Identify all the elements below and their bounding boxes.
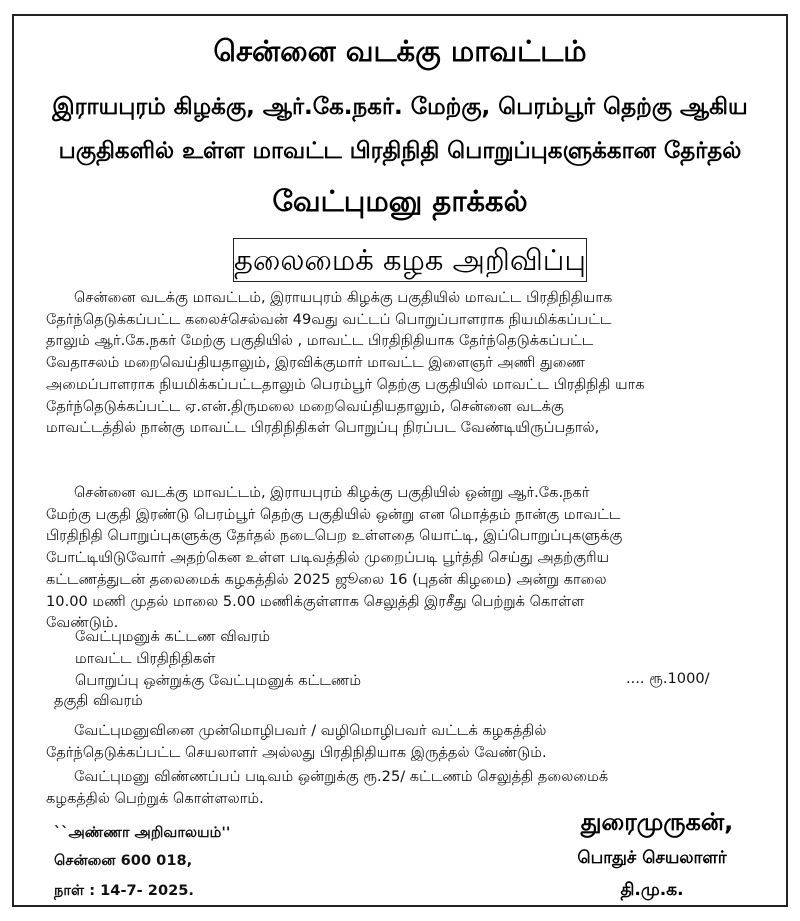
text-line: பிரதிநிதி பொறுப்புகளுக்கு தேர்தல் நடைபெற உள்ளதை யொட்டி, இப்பொறுப்புகளுக்கு bbox=[46, 527, 623, 545]
address-building: ``அண்ணா அறிவாலயம்'' bbox=[54, 824, 231, 841]
text-line: வேட்புமனுவினை முன்மொழிபவர் / வழிமொழிபவர் வட்டக் கழகத்தில் bbox=[74, 722, 547, 739]
fee-heading: வேட்புமனுக் கட்டண விவரம் bbox=[75, 628, 271, 645]
text-line: போட்டியிடுவோர் அதற்கென உள்ள படிவத்தில் முறைப்படி பூர்த்தி செய்து அதற்குரிய bbox=[46, 549, 610, 567]
text-line: கட்டணத்துடன் தலைமைக் கழகத்தில் 2025 ஜூலை 16 (புதன் கிழமை) அன்று காலை bbox=[46, 570, 607, 588]
party-name: தி.மு.க. bbox=[620, 880, 684, 900]
election-line: பகுதிகளில் உள்ள மாவட்ட பிரதிநிதி பொறுப்புகளுக்கான தேர்தல் bbox=[58, 138, 742, 164]
text-line: 10.00 மணி முதல் மாலை 5.00 மணிக்குள்ளாக செலுத்தி இரசீது பெற்றுக் கொள்ள bbox=[46, 592, 585, 610]
text-line: கழகத்தில் பெற்றுக் கொள்ளலாம். bbox=[46, 789, 264, 807]
areas-line: இராயபுரம் கிழக்கு, ஆர்.கே.நகர். மேற்கு, பெரம்பூர் தெற்கு ஆகிய bbox=[52, 94, 748, 120]
address-city: சென்னை 600 018, bbox=[54, 852, 193, 869]
text-line: தேர்ந்தெடுக்கப்பட்ட கலைச்செல்வன் 49வது வட்டப் பொறுப்பாளராக நியமிக்கப்பட்ட bbox=[46, 310, 612, 328]
notice-date: நாள் : 14-7- 2025. bbox=[54, 882, 194, 899]
signatory-title: பொதுச் செயலாளர் bbox=[577, 848, 727, 868]
text-line: தேர்ந்தெடுக்கப்பட்ட ஏ.என்.திருமலை மறைவெய்தியதாலும், சென்னை வடக்கு bbox=[46, 397, 564, 415]
notice-page bbox=[12, 14, 788, 907]
text-line: வேண்டும். bbox=[46, 614, 119, 632]
text-line: வேதாசலம் மறைவெய்தியதாலும், இரவிக்குமார் மாவட்ட இளைஞர் அணி துணை bbox=[46, 354, 586, 372]
text-line: சென்னை வடக்கு மாவட்டம், இராயபுரம் கிழக்கு பகுதியில் ஒன்று ஆர்.கே.நகர் bbox=[74, 484, 590, 501]
eligibility-heading: தகுதி விவரம் bbox=[54, 692, 143, 709]
fee-label: பொறுப்பு ஒன்றுக்கு வேட்புமனுக் கட்டணம் bbox=[75, 672, 362, 689]
signatory-name: துரைமுருகன், bbox=[580, 808, 734, 836]
text-line: வேட்புமனு விண்ணப்பப் படிவம் ஒன்றுக்கு ரூ.25/ கட்டணம் செலுத்தி தலைமைக் bbox=[74, 768, 609, 785]
fee-category: மாவட்ட பிரதிநிதிகள் bbox=[75, 650, 216, 667]
paragraph-form-fee bbox=[46, 766, 766, 809]
text-line: அமைப்பாளராக நியமிக்கப்பட்டதாலும் பெரம்பூர் தெற்கு பகுதியில் மாவட்ட பிரதிநிதி யாக bbox=[46, 375, 645, 393]
paragraph-eligibility bbox=[46, 720, 766, 763]
text-line: தேர்ந்தெடுக்கப்பட்ட செயலாளர் அல்லது பிரதிநிதியாக இருத்தல் வேண்டும். bbox=[46, 743, 547, 761]
paragraph-election-schedule bbox=[46, 482, 766, 634]
paragraph-vacancies bbox=[46, 287, 766, 439]
headquarters-notice-banner: தலைமைக் கழக அறிவிப்பு bbox=[233, 238, 587, 282]
text-line: சென்னை வடக்கு மாவட்டம், இராயபுரம் கிழக்கு பகுதியில் மாவட்ட பிரதிநிதியாக bbox=[74, 289, 613, 306]
text-line: மாவட்டத்தில் நான்கு மாவட்ட பிரதிநிதிகள் பொறுப்பு நிரப்பட வேண்டியிருப்பதால், bbox=[46, 419, 600, 437]
text-line: தாலும் ஆர்.கே.நகர் மேற்கு பகுதியில் , மாவட்ட பிரதிநிதியாக தேர்ந்தெடுக்கப்பட்ட bbox=[46, 332, 594, 350]
text-line: மேற்கு பகுதி இரண்டு பெரம்பூர் தெற்கு பகுதியில் ஒன்று என மொத்தம் நான்கு மாவட்ட bbox=[46, 505, 621, 523]
fee-amount: .... ரூ.1000/ bbox=[626, 670, 710, 687]
nomination-title: வேட்புமனு தாக்கல் bbox=[272, 184, 528, 218]
district-title: சென்னை வடக்கு மாவட்டம் bbox=[213, 34, 587, 68]
